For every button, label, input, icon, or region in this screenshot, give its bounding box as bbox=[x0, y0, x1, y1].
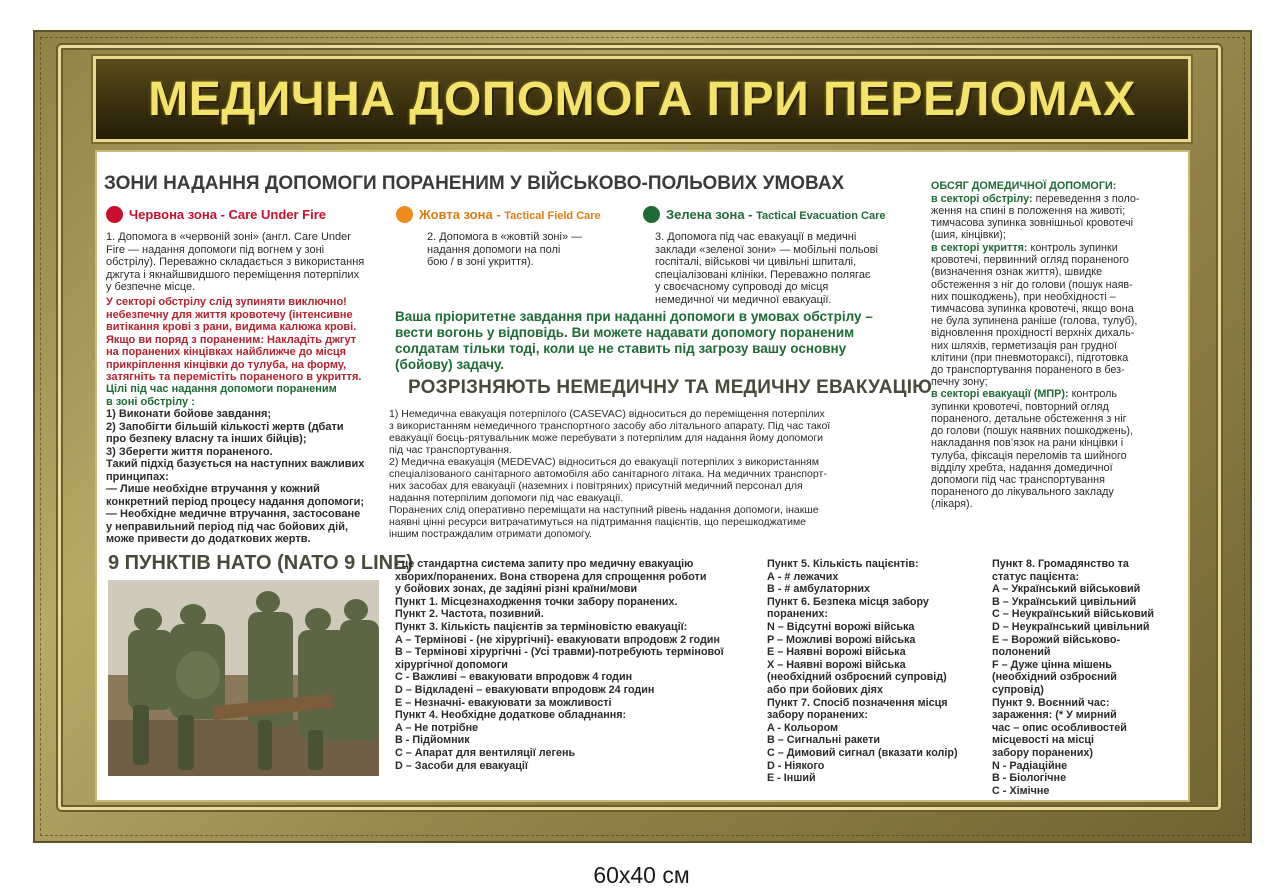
text-line: D – Засоби для евакуації bbox=[395, 759, 528, 772]
text-line: вести вогонь у відповідь. Ви можете надавати допомогу пораненим bbox=[395, 325, 855, 340]
text-line: відновлення прохідності верхніх дихаль- bbox=[931, 327, 1135, 340]
goals-title bbox=[106, 383, 396, 408]
zone-yellow-name: Жовта зона - bbox=[419, 207, 505, 222]
text-line: ження на спині в положення на животі; bbox=[931, 205, 1126, 217]
priority-note bbox=[395, 309, 920, 373]
text-line: накладання пов’язок на рани кінцівки і bbox=[931, 437, 1124, 450]
text-line: них шляхів, герметизація ран грудної bbox=[931, 339, 1117, 352]
text-line: Пункт 8. Громадянство та bbox=[992, 558, 1129, 570]
text-line: 1) Немедична евакуація потерпілого (CASEVAC) відноситься до переміщення потерпілих bbox=[389, 408, 825, 420]
text-line: забору поранених: bbox=[767, 709, 868, 722]
text-line: супровід) bbox=[992, 683, 1044, 696]
text-line: надання допомоги на полі bbox=[427, 243, 561, 256]
text-line: B - Біологічне bbox=[992, 772, 1067, 785]
text-line: D - Ніякого bbox=[767, 759, 825, 772]
text-line: полонений bbox=[992, 646, 1051, 659]
text-line: D – Відкладені – евакуювати впродовж 24 годин bbox=[395, 683, 655, 696]
text-line: немедичної чи медичної евакуації. bbox=[655, 293, 832, 306]
page-title: МЕДИЧНА ДОПОМОГА ПРИ ПЕРЕЛОМАХ bbox=[148, 72, 1136, 126]
zones-title: ЗОНИ НАДАННЯ ДОПОМОГИ ПОРАНЕНИМ У ВІЙСЬКОВО-ПОЛЬОВИХ УМОВАХ bbox=[104, 173, 845, 194]
text-line: конкретний період процесу надання допомоги; bbox=[106, 495, 365, 508]
text-line: Якщо ви поряд з пораненим: Накладіть джгут bbox=[106, 333, 357, 346]
text-line: C - Хімічне bbox=[992, 784, 1050, 797]
text-line: витікання крові з рани, видима калюжа крові. bbox=[106, 321, 357, 333]
text-line: X – Наявні ворожі війська bbox=[767, 658, 906, 671]
text-line: зупинки кровотечі, повторний огляд bbox=[931, 400, 1109, 413]
text-line: У секторі обстрілу слід зупиняти виключно! bbox=[106, 296, 347, 308]
text-line: E – Незначні- евакуювати за можливості bbox=[395, 696, 612, 709]
text-line: Поранених слід оперативно переміщати на наступний рівень надання допомоги, інакше bbox=[389, 504, 819, 516]
text-line: P – Можливі ворожі війська bbox=[767, 633, 916, 646]
text-line: Такий підхід базується на наступних важливих bbox=[106, 458, 365, 470]
title-banner bbox=[93, 56, 1191, 142]
text-line: в зоні обстрілу : bbox=[106, 395, 195, 408]
text-line: відділу хребта, надання домедичної bbox=[931, 461, 1113, 474]
text-line: статус пацієнта: bbox=[992, 570, 1080, 583]
text-line: небезпечну для життя кровотечу (інтенсивне bbox=[106, 308, 353, 321]
text-line: контроль bbox=[1068, 388, 1118, 401]
text-line: A – Не потрібне bbox=[395, 721, 479, 734]
zone-red-header bbox=[106, 206, 326, 223]
sector-cover-head: в секторі укриття: bbox=[931, 241, 1028, 254]
text-line: Пункт 7. Спосіб позначення місця bbox=[767, 696, 948, 709]
text-line: A - Кольором bbox=[767, 721, 839, 734]
text-line: у своєчасному супроводі до місця bbox=[655, 281, 829, 293]
text-line: обстрілу). Переважно складається з використання bbox=[106, 256, 365, 268]
text-line: - це стандартна система запиту про медичну евакуацію bbox=[395, 558, 694, 570]
text-line: 2. Допомога в «жовтій зоні» — bbox=[427, 231, 583, 243]
evacuation-title: РОЗРІЗНЯЮТЬ НЕМЕДИЧНУ ТА МЕДИЧНУ ЕВАКУАЦІЮ bbox=[408, 377, 933, 398]
text-line: тимчасова зупинка кровотечі, якщо вона bbox=[931, 302, 1134, 315]
red-circle-icon bbox=[106, 206, 123, 223]
text-line: F – Дуже цінна мішень bbox=[992, 658, 1112, 671]
text-line: госпіталі, військові чи цивільні шпиталі, bbox=[655, 256, 857, 268]
soldiers-photo-illustration bbox=[108, 580, 379, 776]
text-line: А - # лежачих bbox=[767, 570, 839, 583]
nato-col-3 bbox=[992, 558, 1182, 797]
text-line: спеціалізованого санітарного автомобіля або санітарного літака. На медичних транспорт- bbox=[389, 468, 827, 480]
zone-red-name: Червона зона - bbox=[129, 207, 229, 222]
text-line: B - Підйомник bbox=[395, 734, 470, 747]
text-line: B – Термінові хірургічні - (Усі травми)-потребують термінової bbox=[395, 646, 724, 659]
text-line: (визначення ознак життя), швидке bbox=[931, 266, 1103, 279]
zone-green-header bbox=[643, 206, 886, 223]
text-line: Пункт 1. Місцезнаходження точки забору поранених. bbox=[395, 595, 678, 608]
text-line: них пошкоджень), при необхідності – bbox=[931, 290, 1116, 303]
text-line: прикріплення кінцівки до тулуба, на форму, bbox=[106, 358, 347, 371]
text-line: 3. Допомога під час евакуації в медичні bbox=[655, 231, 857, 243]
text-line: місцевості на місці bbox=[992, 734, 1095, 747]
orange-circle-icon bbox=[396, 206, 413, 223]
text-line: час – опис особливостей bbox=[992, 721, 1127, 734]
text-line: Цілі під час надання допомоги пораненим bbox=[106, 383, 337, 395]
text-line: евакуації боєць-рятувальник може перебувати з потерпілим для надання йому допомоги bbox=[389, 432, 824, 444]
scope-of-first-aid bbox=[931, 180, 1186, 511]
text-line: або при бойових діях bbox=[767, 683, 883, 696]
zone-yellow-header bbox=[396, 206, 601, 223]
yellow-zone-text bbox=[427, 231, 637, 269]
size-label: 60х40 см bbox=[593, 862, 690, 888]
text-line: забору поранених) bbox=[992, 746, 1093, 759]
text-line: C – Апарат для вентиляції легень bbox=[395, 746, 576, 759]
text-line: хірургічної допомоги bbox=[395, 658, 508, 671]
evacuation-text bbox=[389, 408, 924, 540]
zone-red-sub: Care Under Fire bbox=[228, 207, 327, 222]
text-line: принципах: bbox=[106, 470, 169, 483]
text-line: D – Неукраїнський цивільний bbox=[992, 620, 1150, 633]
sector-evac-head: в секторі евакуації (МПР): bbox=[931, 388, 1069, 401]
text-line: хворих/поранених. Вона створена для спрощення роботи bbox=[395, 570, 707, 583]
sector-fire-head: в секторі обстрілу: bbox=[931, 192, 1033, 205]
text-line: Пункт 9. Воєнний час: bbox=[992, 696, 1110, 709]
text-line: бою / в зоні укриття). bbox=[427, 256, 534, 268]
text-line: C – Димовий сигнал (вказати колір) bbox=[767, 746, 958, 759]
text-line: не була зупинена раніше (голова, тулуб), bbox=[931, 315, 1138, 328]
text-line: у неправильний період під час бойових дій, bbox=[106, 520, 349, 533]
text-line: E – Ворожий військово- bbox=[992, 633, 1121, 646]
soldiers-photo bbox=[108, 580, 379, 776]
text-line: до транспортування пораненого в без- bbox=[931, 363, 1125, 376]
text-line: у безпечне місце. bbox=[106, 281, 196, 293]
text-line: пораненого до лікувального закладу bbox=[931, 486, 1114, 499]
text-line: E - Інший bbox=[767, 772, 816, 785]
text-line: (необхідний озброєний bbox=[992, 671, 1117, 684]
text-line: Ваша пріоритетне завдання при наданні допомоги в умовах обстрілу – bbox=[395, 309, 873, 324]
red-zone-text bbox=[106, 231, 396, 294]
text-line: Пункт 5. Кількість пацієнтів: bbox=[767, 558, 919, 570]
text-line: зараження: (* У мирний bbox=[992, 709, 1117, 722]
text-line: Пункт 2. Частота, позивний. bbox=[395, 608, 544, 621]
text-line: C – Неукраїнський військовий bbox=[992, 608, 1155, 621]
text-line: (лікаря). bbox=[931, 498, 973, 511]
text-line: Fire — надання допомоги під вогнем у зоні bbox=[106, 243, 325, 256]
text-line: N – Відсутні ворожі війська bbox=[767, 620, 915, 633]
text-line: A – Термінові - (не хірургічні)- евакуювати впродовж 2 годин bbox=[395, 633, 720, 646]
text-line: Пункт 3. Кількість пацієнтів за терміновістю евакуації: bbox=[395, 620, 688, 633]
text-line: E – Наявні ворожі війська bbox=[767, 646, 906, 659]
text-line: A – Український військовий bbox=[992, 583, 1141, 596]
text-line: допомоги під час транспортування bbox=[931, 474, 1105, 487]
text-line: з використанням немедичного транспортного засобу або літального апарату. Під час такої bbox=[389, 420, 831, 432]
green-zone-text bbox=[655, 231, 925, 306]
goals-list bbox=[106, 408, 396, 546]
text-line: наявні цінні ресурси витрачатимуться на підтримання пацієнтів, що перешкоджатиме bbox=[389, 516, 807, 528]
zone-yellow-sub: Tactical Field Care bbox=[504, 210, 601, 222]
nato-col-2 bbox=[767, 558, 987, 785]
nato-title: 9 ПУНКТІВ НАТО (NATO 9 LINE) bbox=[108, 552, 414, 574]
text-line: 1) Виконати бойове завдання; bbox=[106, 408, 272, 420]
text-line: (шия, кінцівки); bbox=[931, 229, 1006, 242]
text-line: B – Сигнальні ракети bbox=[767, 734, 881, 747]
text-line: надання потерпілим допомоги під час евакуації. bbox=[389, 492, 624, 504]
text-line: B – Український цивільний bbox=[992, 595, 1137, 608]
text-line: іншим постраждалим отримати допомогу. bbox=[389, 528, 592, 540]
text-line: (необхідний озброєний супровід) bbox=[767, 671, 947, 684]
text-line: 3) Зберегти життя пораненого. bbox=[106, 445, 273, 458]
text-line: тимчасова зупинка зовнішньої кровотечі bbox=[931, 217, 1133, 230]
text-line: затягніть та перемістіть пораненого в укриття. bbox=[106, 371, 362, 383]
text-line: кровотечі, первинний огляд пораненого bbox=[931, 254, 1129, 267]
text-line: Пункт 6. Безпека місця забору bbox=[767, 595, 929, 608]
text-line: обстеження з ніг до голови (пошук наяв- bbox=[931, 278, 1133, 291]
red-warning bbox=[106, 296, 396, 384]
text-line: В - # амбулаторних bbox=[767, 583, 870, 596]
text-line: N - Радіаційне bbox=[992, 759, 1068, 772]
text-line: джгута і якнайшвидшого переміщення потерпілих bbox=[106, 268, 360, 281]
text-line: C - Важливі – евакуювати впродовж 4 годин bbox=[395, 671, 633, 684]
zone-green-sub: Tactical Evacuation Care bbox=[756, 210, 886, 222]
text-line: про безпеку власну та інших бійців); bbox=[106, 433, 307, 445]
text-line: (бойову) задачу. bbox=[395, 357, 505, 372]
text-line: 2) Запобігти більшій кількості жертв (дбати bbox=[106, 420, 344, 433]
nato-col-1 bbox=[395, 558, 763, 772]
text-line: тулуба, фіксація переломів та шийного bbox=[931, 449, 1127, 462]
zone-green-name: Зелена зона - bbox=[666, 207, 757, 222]
text-line: контроль зупинки bbox=[1027, 241, 1118, 254]
text-line: переведення з поло- bbox=[1032, 192, 1140, 205]
text-line: у бойових зонах, де задіяні різні країни/мови bbox=[395, 583, 638, 596]
text-line: солдатам тільки тоді, коли це не ставить під загрозу вашу основну bbox=[395, 341, 847, 356]
text-line: на поранених кінцівках найближче до місця bbox=[106, 346, 347, 358]
text-line: пораненого, детальне обстеження з ніг bbox=[931, 413, 1127, 426]
text-line: клітини (при пневмотораксі), підготовка bbox=[931, 351, 1129, 364]
green-circle-icon bbox=[643, 206, 660, 223]
text-line: них засобах для евакуації (наземних і повітряних) присутній медичний персонал для bbox=[389, 480, 803, 492]
text-line: спеціалізовані клініки. Переважно полягає bbox=[655, 268, 871, 281]
text-line: печну зону; bbox=[931, 376, 988, 389]
text-line: під час транспортування. bbox=[389, 444, 512, 456]
text-line: до голови (пошук наявних пошкоджень), bbox=[931, 425, 1133, 438]
text-line: — Лише необхідне втручання у кожний bbox=[106, 483, 320, 495]
text-line: 2) Медична евакуація (MEDEVAC) відноситься до евакуації потерпілих з використанням bbox=[389, 456, 819, 468]
text-line: поранених: bbox=[767, 608, 829, 621]
text-line: заклади «зеленої зони» — мобільні польові bbox=[655, 243, 878, 256]
text-line: 1. Допомога в «червоній зоні» (англ. Care Under bbox=[106, 231, 351, 243]
text-line: може привести до додаткових жертв. bbox=[106, 533, 311, 545]
scope-title: ОБСЯГ ДОМЕДИЧНОЇ ДОПОМОГИ: bbox=[931, 180, 1117, 192]
text-line: Пункт 4. Необхідне додаткове обладнання: bbox=[395, 709, 627, 722]
text-line: — Необхідне медичне втручання, застосоване bbox=[106, 508, 361, 520]
